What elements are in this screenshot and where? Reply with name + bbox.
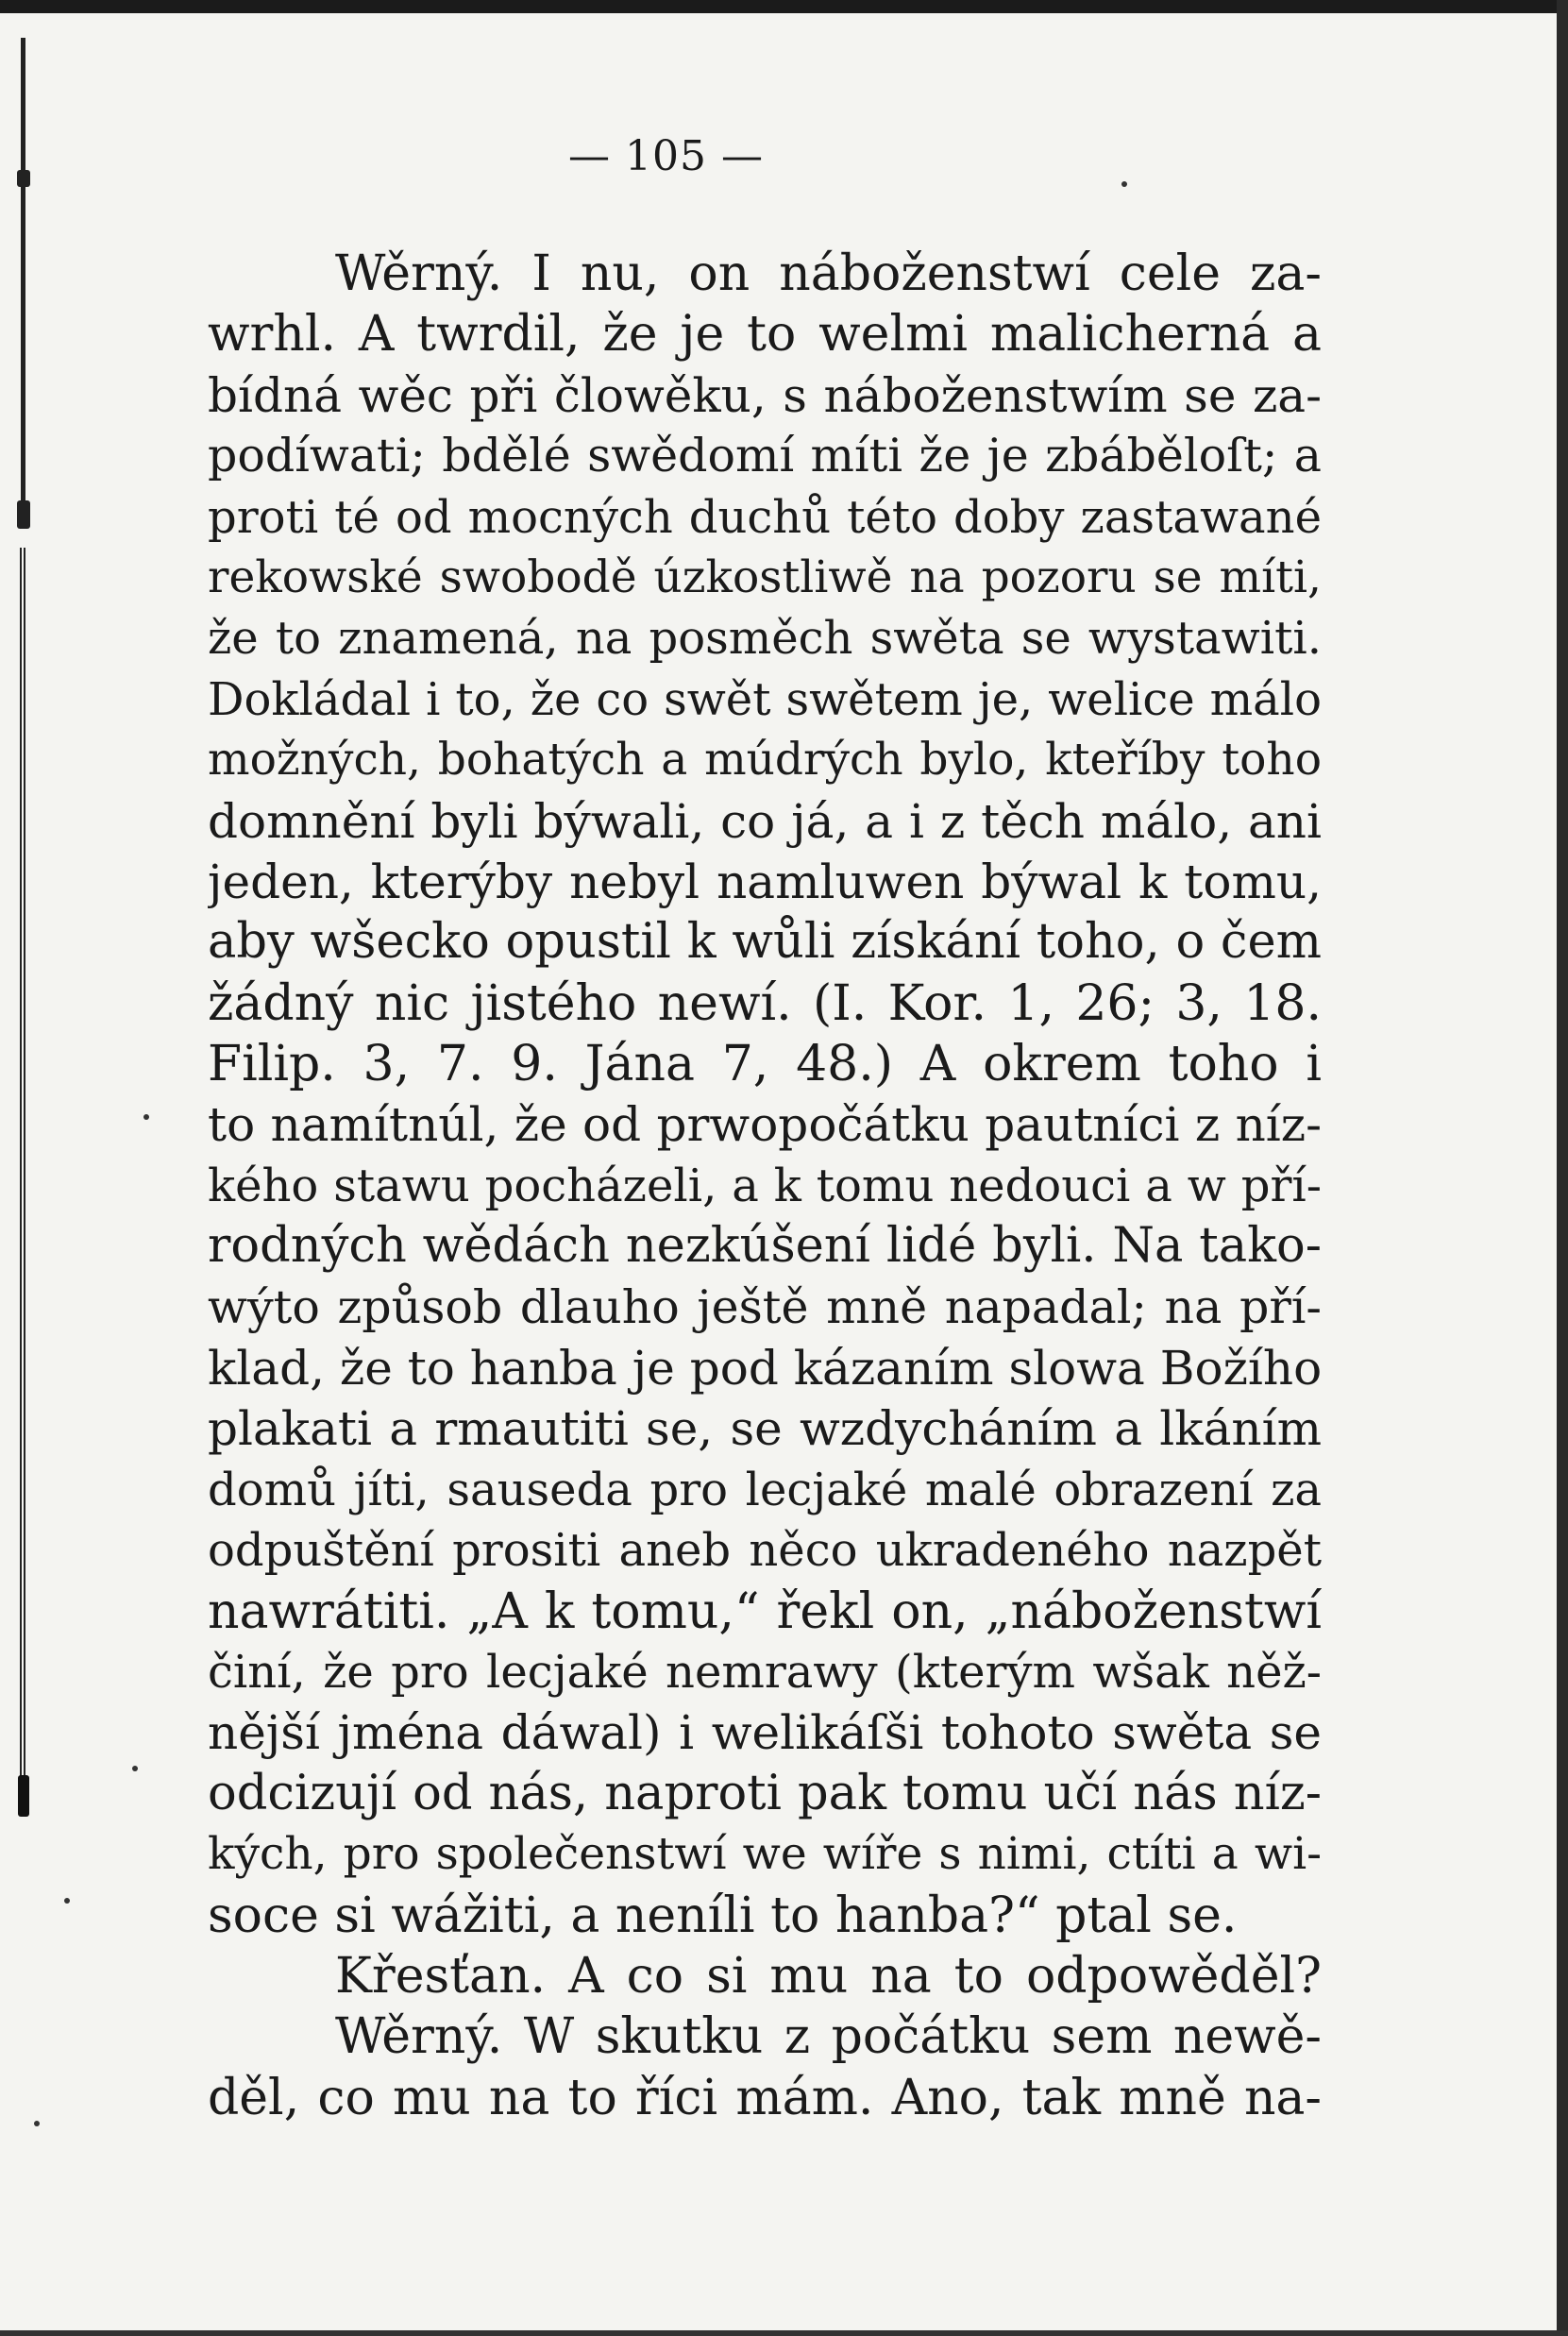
text-line: rekowské swobodě úzkostliwě na pozoru se míti, — [208, 550, 1322, 603]
text-line: wrhl. A twrdil, že je to welmi malicherná a — [208, 306, 1322, 364]
text-line: nější jména dáwal) i welikáſši tohoto swěta se — [208, 1705, 1322, 1761]
text-line: aby wšecko opustil k wůli získání toho, o čem — [208, 914, 1322, 971]
text-line: rodných wědách nezkúšení lidé byli. Na tako- — [208, 1218, 1322, 1275]
text-line: domnění byli býwali, co já, a i z těch málo, ani — [208, 793, 1322, 849]
text-line: děl, co mu na to říci mám. Ano, tak mně na- — [208, 2069, 1322, 2126]
scan-edge-right — [1557, 0, 1568, 2336]
scan-edge-top — [0, 0, 1568, 13]
speck — [143, 1114, 149, 1120]
binding-margin-rule — [17, 19, 28, 1813]
speck — [64, 1898, 70, 1904]
text-line: klad, že to hanba je pod kázaním slowa Božího — [208, 1341, 1322, 1397]
text-line: domů jíti, sauseda pro lecjaké malé obrazení za — [208, 1463, 1322, 1516]
text-line: Filip. 3, 7. 9. Jána 7, 48.) A okrem toho i — [208, 1036, 1322, 1093]
binding-bar-lower — [20, 548, 25, 1813]
text-line: plakati a rmautiti se, se wzdycháním a lkáním — [208, 1401, 1322, 1457]
text-line: Wěrný. W skutku z počátku sem newě- — [335, 2008, 1322, 2066]
body-text — [208, 244, 1322, 2128]
text-line: Wěrný. I nu, on náboženstwí cele za- — [335, 245, 1322, 302]
text-line: podíwati; bdělé swědomí míti že je zbáběloſt; a — [208, 429, 1322, 483]
text-line: činí, že pro lecjaké nemrawy (kterým wšak něž- — [208, 1645, 1322, 1699]
page-number: — 105 — — [568, 132, 764, 180]
text-line: bídná wěc při člowěku, s náboženstwím se za- — [208, 367, 1322, 423]
speck — [132, 1766, 138, 1771]
text-line: že to znamená, na posměch swěta se wystawiti. — [208, 612, 1322, 666]
text-line: Dokládal i to, že co swět swětem je, welice málo — [208, 672, 1322, 726]
text-line: wýto způsob dlauho ještě mně napadal; na pří- — [208, 1279, 1322, 1334]
text-line: možných, bohatých a múdrých bylo, kteříby toho — [208, 734, 1322, 787]
scan-edge-bottom — [0, 2330, 1568, 2336]
text-line: odpuštění prositi aneb něco ukradeného nazpět — [208, 1524, 1322, 1578]
text-line: žádný nic jistého newí. (I. Kor. 1, 26; 3, 18. — [208, 974, 1322, 1032]
text-line: kého stawu pocházeli, a k tomu nedouci a w pří- — [208, 1159, 1322, 1212]
text-line: to namítnúl, že od prwopočátku pautníci z níz- — [208, 1097, 1322, 1153]
text-line: Křesťan. A co si mu na to odpowěděl? — [335, 1947, 1322, 2005]
text-line: proti té od mocných duchů této doby zastawané — [208, 490, 1322, 544]
text-line: soce si wážiti, a neníli to hanba?“ ptal se. — [208, 1887, 1238, 1944]
binding-knob-middle — [17, 500, 30, 529]
binding-bar-upper — [21, 38, 25, 529]
text-line: nawrátiti. „A k tomu,“ řekl on, „náboženstwí — [208, 1583, 1322, 1640]
speck — [1121, 181, 1127, 187]
text-line: odcizují od nás, naproti pak tomu učí nás níz- — [208, 1765, 1322, 1821]
text-line: kých, pro společenstwí we wíře s nimi, ctíti a wi- — [208, 1828, 1322, 1881]
text-line: jeden, kterýby nebyl namluwen býwal k tomu, — [208, 854, 1322, 909]
binding-knob-lower — [18, 1775, 29, 1817]
speck — [34, 2121, 40, 2126]
